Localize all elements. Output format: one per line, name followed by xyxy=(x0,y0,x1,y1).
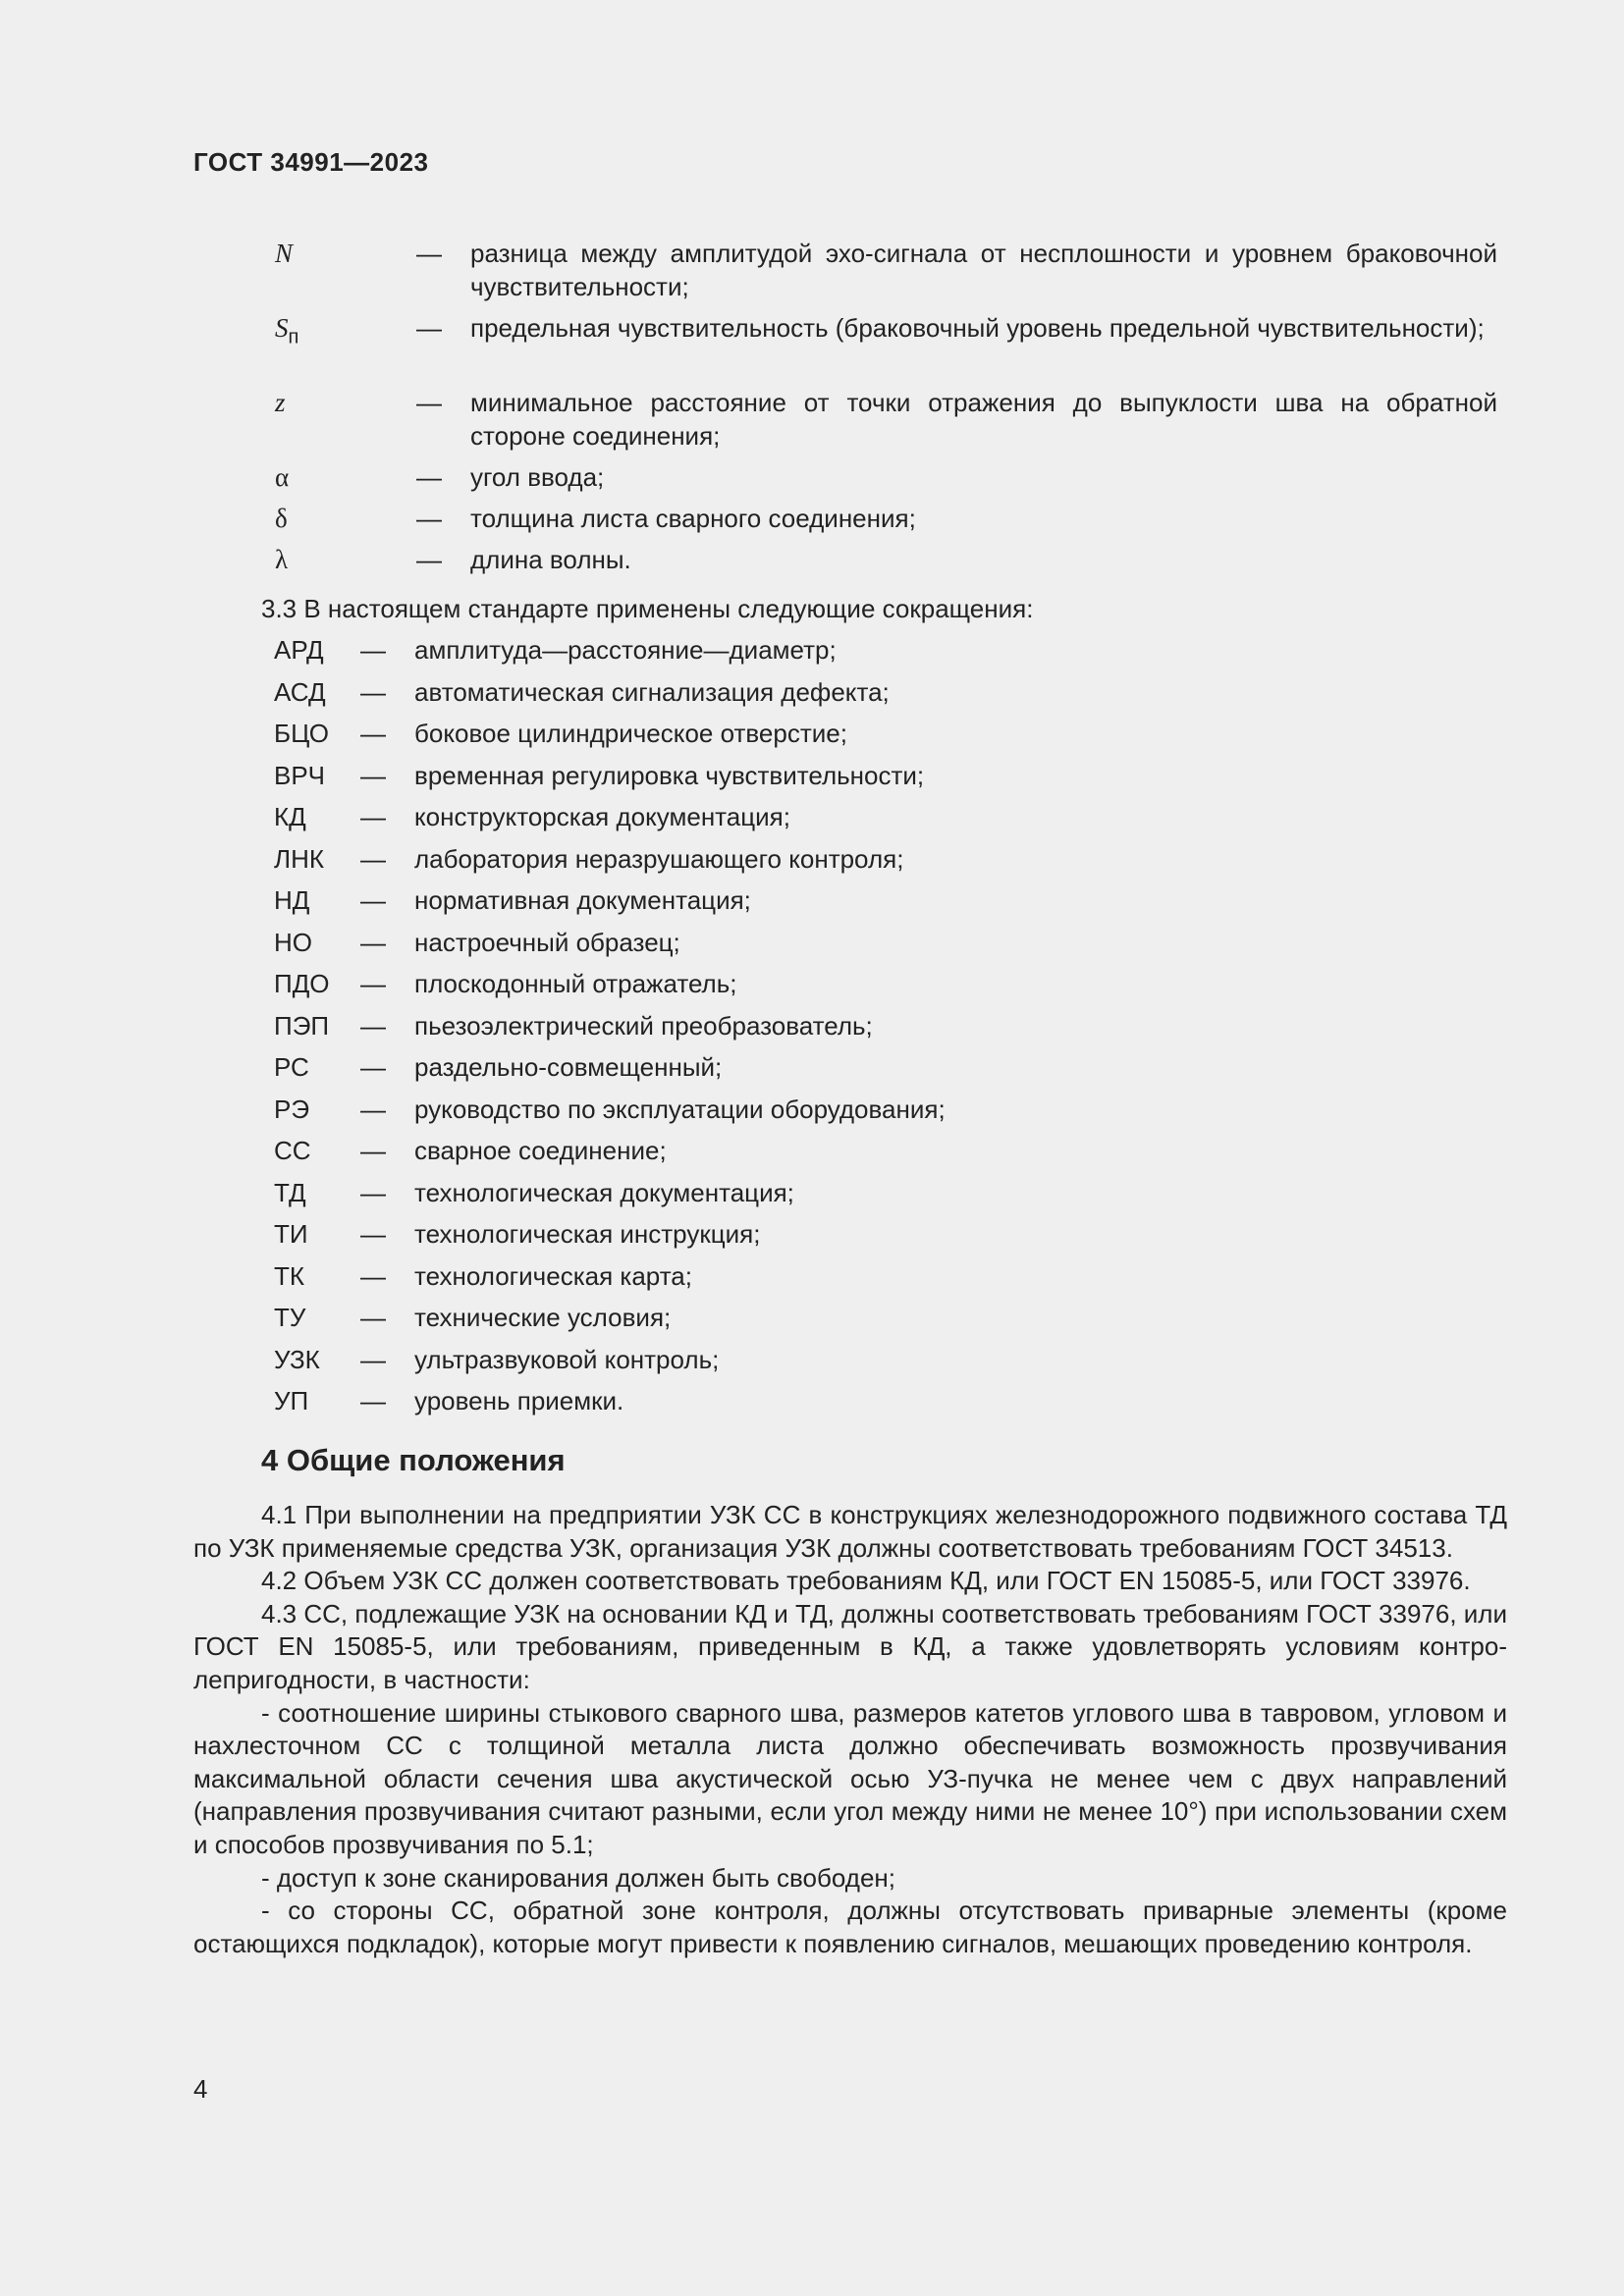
abbreviation-definition: пьезоэлектрический преобразователь; xyxy=(414,1011,873,1041)
abbreviation: ПЭП xyxy=(274,1011,330,1041)
abbreviation: ПДО xyxy=(274,969,330,998)
paragraph: 4.2 Объем УЗК СС должен соответствовать требованиям КД, или ГОСТ EN 15085-5, или ГОСТ 33976. xyxy=(261,1566,1471,1596)
dash: — xyxy=(360,1219,386,1249)
symbol-definition: предельная чувствительность (браковочный уровень предельной чувствительности); xyxy=(470,313,1485,343)
dash: — xyxy=(360,719,386,748)
dash: — xyxy=(360,1095,386,1124)
abbreviation-definition: уровень приемки. xyxy=(414,1386,624,1415)
dash: — xyxy=(360,1178,386,1207)
dash: — xyxy=(416,504,442,533)
dash: — xyxy=(360,844,386,874)
symbol-definition: угол ввода; xyxy=(470,462,605,492)
dash: — xyxy=(360,802,386,831)
symbol: $S_п$ xyxy=(275,313,299,348)
paragraph: - со стороны СС, обратной зоне контроля, должны отсутствовать приварные элементы (кроме остающихся подкладок), которые могут привести к появлению сигналов, мешающих проведению контроля. xyxy=(193,1896,1507,1958)
paragraph: 4.1 При выполнении на предприятии УЗК СС в конструкциях железнодорожного подвижного состава ТД по УЗК применяемые средства УЗК, организация УЗК должны соответствовать требованиям ГОСТ 34513. xyxy=(193,1500,1507,1563)
abbreviation: СС xyxy=(274,1136,311,1165)
symbol: z xyxy=(275,388,286,417)
paragraph: - доступ к зоне сканирования должен быть свободен; xyxy=(261,1862,896,1893)
dash: — xyxy=(360,1052,386,1082)
abbreviation: ЛНК xyxy=(274,844,324,874)
symbol: α xyxy=(275,462,290,492)
abbreviations-intro: 3.3 В настоящем стандарте применены следующие сокращения: xyxy=(261,594,1034,623)
abbreviation-definition: плоскодонный отражатель; xyxy=(414,969,737,998)
abbreviation: ТК xyxy=(274,1261,305,1291)
abbreviation-definition: амплитуда—расстояние—диаметр; xyxy=(414,635,837,665)
dash: — xyxy=(416,545,442,574)
section-body xyxy=(193,1499,1507,1960)
dash: — xyxy=(416,313,442,343)
symbol-definition: толщина листа сварного соединения; xyxy=(470,504,916,533)
abbreviation-definition: технические условия; xyxy=(414,1303,672,1332)
abbreviation: УП xyxy=(274,1386,309,1415)
dash: — xyxy=(360,1345,386,1374)
abbreviation-definition: конструкторская документация; xyxy=(414,802,790,831)
abbreviation: ТД xyxy=(274,1178,306,1207)
document-header: ГОСТ 34991—2023 xyxy=(193,147,429,177)
abbreviation-definition: ультразвуковой контроль; xyxy=(414,1345,720,1374)
abbreviation: НО xyxy=(274,928,312,957)
symbol-definition: длина волны. xyxy=(470,545,631,574)
symbol-definition: минимальное расстояние от точки отражения до выпуклости шва на обратной стороне соединения; xyxy=(470,388,1497,451)
abbreviation-definition: боковое цилиндрическое отверстие; xyxy=(414,719,847,748)
abbreviation-definition: автоматическая сигнализация дефекта; xyxy=(414,677,890,707)
dash: — xyxy=(360,1303,386,1332)
abbreviation-definition: лаборатория неразрушающего контроля; xyxy=(414,844,904,874)
symbol-definition: разница между амплитудой эхо-сигнала от несплошности и уровнем браковочной чувствительности; xyxy=(470,239,1497,301)
dash: — xyxy=(360,761,386,790)
abbreviation: БЦО xyxy=(274,719,329,748)
dash: — xyxy=(416,239,442,268)
abbreviation-definition: руководство по эксплуатации оборудования; xyxy=(414,1095,946,1124)
dash: — xyxy=(360,1386,386,1415)
dash: — xyxy=(360,1261,386,1291)
symbol: N xyxy=(275,239,294,268)
abbreviation-definition: технологическая инструкция; xyxy=(414,1219,761,1249)
abbreviation: ТИ xyxy=(274,1219,308,1249)
section-title: 4 Общие положения xyxy=(261,1443,566,1477)
abbreviation: ВРЧ xyxy=(274,761,326,790)
abbreviation-definition: технологическая документация; xyxy=(414,1178,794,1207)
abbreviation: РЭ xyxy=(274,1095,310,1124)
paragraph: - соотношение ширины стыкового сварного шва, размеров катетов углового шва в тавровом, угловом и нахлесточном СС с толщиной металла листа должно обеспечивать возможность прозвучивания максимальной области сечения шва акустической осью УЗ-пучка не менее чем с двух направлений (направления прозвучивания считают разными, если угол между ними не менее 10°) при использовании схем и способов прозвучивания по 5.1; xyxy=(193,1697,1507,1859)
paragraph: 4.3 СС, подлежащие УЗК на основании КД и ТД, должны соответствовать требованиям ГОСТ 33976, или ГОСТ EN 15085-5, или требованиям, приведенным в КД, а также удовлетворять условиям контролепригодности, в частности: xyxy=(193,1598,1507,1694)
abbreviation: АРД xyxy=(274,635,324,665)
symbol: λ xyxy=(275,545,289,574)
abbreviation: РС xyxy=(274,1052,309,1082)
dash: — xyxy=(416,388,442,417)
abbreviation-definition: временная регулировка чувствительности; xyxy=(414,761,925,790)
abbreviation-definition: нормативная документация; xyxy=(414,885,751,915)
abbreviation-definition: сварное соединение; xyxy=(414,1136,667,1165)
abbreviation: УЗК xyxy=(274,1345,320,1374)
dash: — xyxy=(360,928,386,957)
dash: — xyxy=(360,635,386,665)
abbreviation: НД xyxy=(274,885,310,915)
abbreviation: ТУ xyxy=(274,1303,306,1332)
abbreviation: АСД xyxy=(274,677,326,707)
dash: — xyxy=(416,462,442,492)
dash: — xyxy=(360,969,386,998)
abbreviation-definition: раздельно-совмещенный; xyxy=(414,1052,723,1082)
abbreviation-definition: настроечный образец; xyxy=(414,928,680,957)
dash: — xyxy=(360,885,386,915)
abbreviation: КД xyxy=(274,802,306,831)
dash: — xyxy=(360,1011,386,1041)
dash: — xyxy=(360,1136,386,1165)
abbreviation-definition: технологическая карта; xyxy=(414,1261,692,1291)
dash: — xyxy=(360,677,386,707)
symbol: δ xyxy=(275,504,288,533)
page-number: 4 xyxy=(193,2074,208,2104)
